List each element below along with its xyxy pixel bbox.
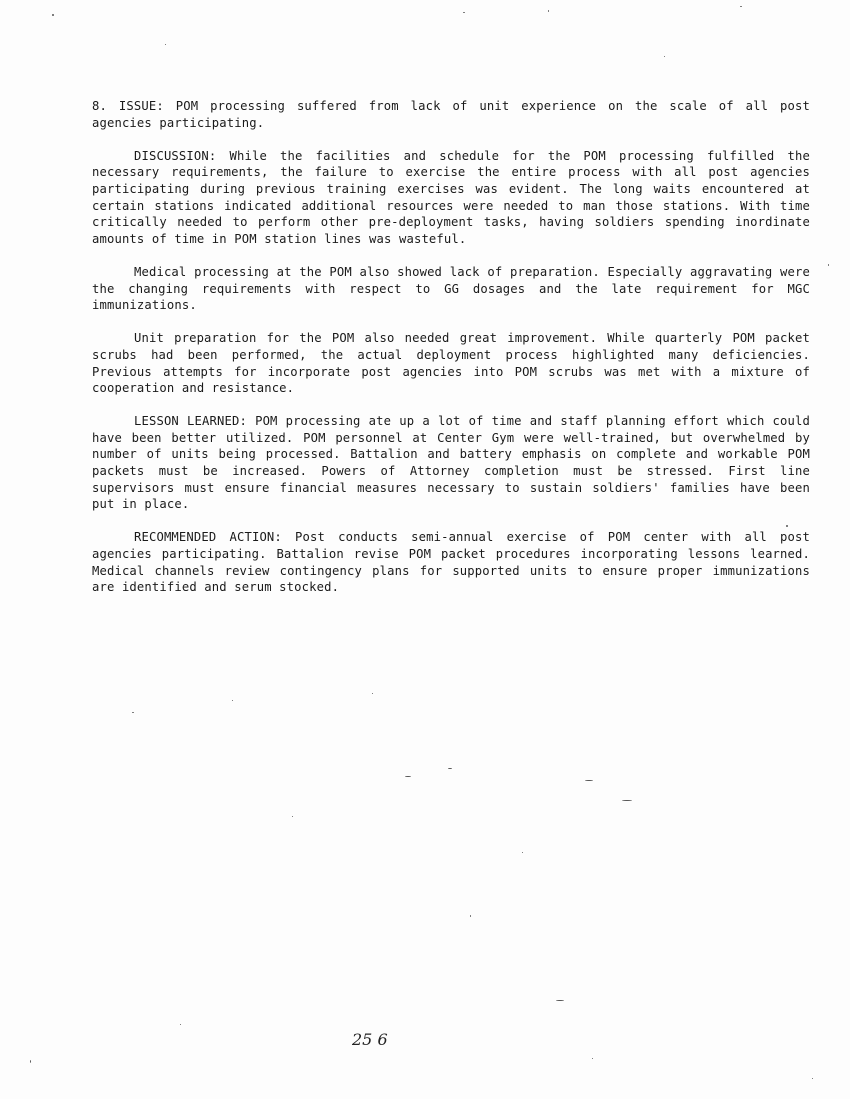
recommended-action-paragraph: RECOMMENDED ACTION: Post conducts semi-annual exercise of POM center with all post agencies participating. Battalion revise POM packet procedures incorporating lessons learned. Medical channels review contingency plans for supported units to ensure proper immunizations are identified and serum stocked. <box>92 530 810 595</box>
unit-preparation-paragraph: Unit preparation for the POM also needed great improvement. While quarterly POM packet scrubs had been performed, the actual deployment process highlighted many deficiencies. Previous attempts for incorporate post agencies into POM scrubs was met with a mixture of cooperation and resistance. <box>92 331 810 396</box>
discussion-paragraph: DISCUSSION: While the facilities and schedule for the POM processing fulfilled the necessary requirements, the failure to exercise the entire process with all post agencies participating during previous training exercises was evident. The long waits encountered at certain stations indicated additional resources were needed to man those stations. With time critically needed to perform other pre-deployment tasks, having soldiers spending inordinate amounts of time in POM station lines was wasteful. <box>92 148 810 246</box>
issue-paragraph: 8. ISSUE: POM processing suffered from lack of unit experience on the scale of all post agencies participating. <box>92 99 810 130</box>
page-number: 25 6 <box>352 1030 388 1049</box>
document-body <box>92 98 810 612</box>
lesson-learned-paragraph: LESSON LEARNED: POM processing ate up a lot of time and staff planning effort which could have been better utilized. POM personnel at Center Gym were well-trained, but overwhelmed by number of units being processed. Battalion and battery emphasis on complete and workable POM packets must be increased. Powers of Attorney completion must be stressed. First line supervisors must ensure financial measures necessary to sustain soldiers' families have been put in place. <box>92 414 810 512</box>
medical-paragraph: Medical processing at the POM also showed lack of preparation. Especially aggravating were the changing requirements with respect to GG dosages and the late requirement for MGC immunizations. <box>92 264 810 313</box>
